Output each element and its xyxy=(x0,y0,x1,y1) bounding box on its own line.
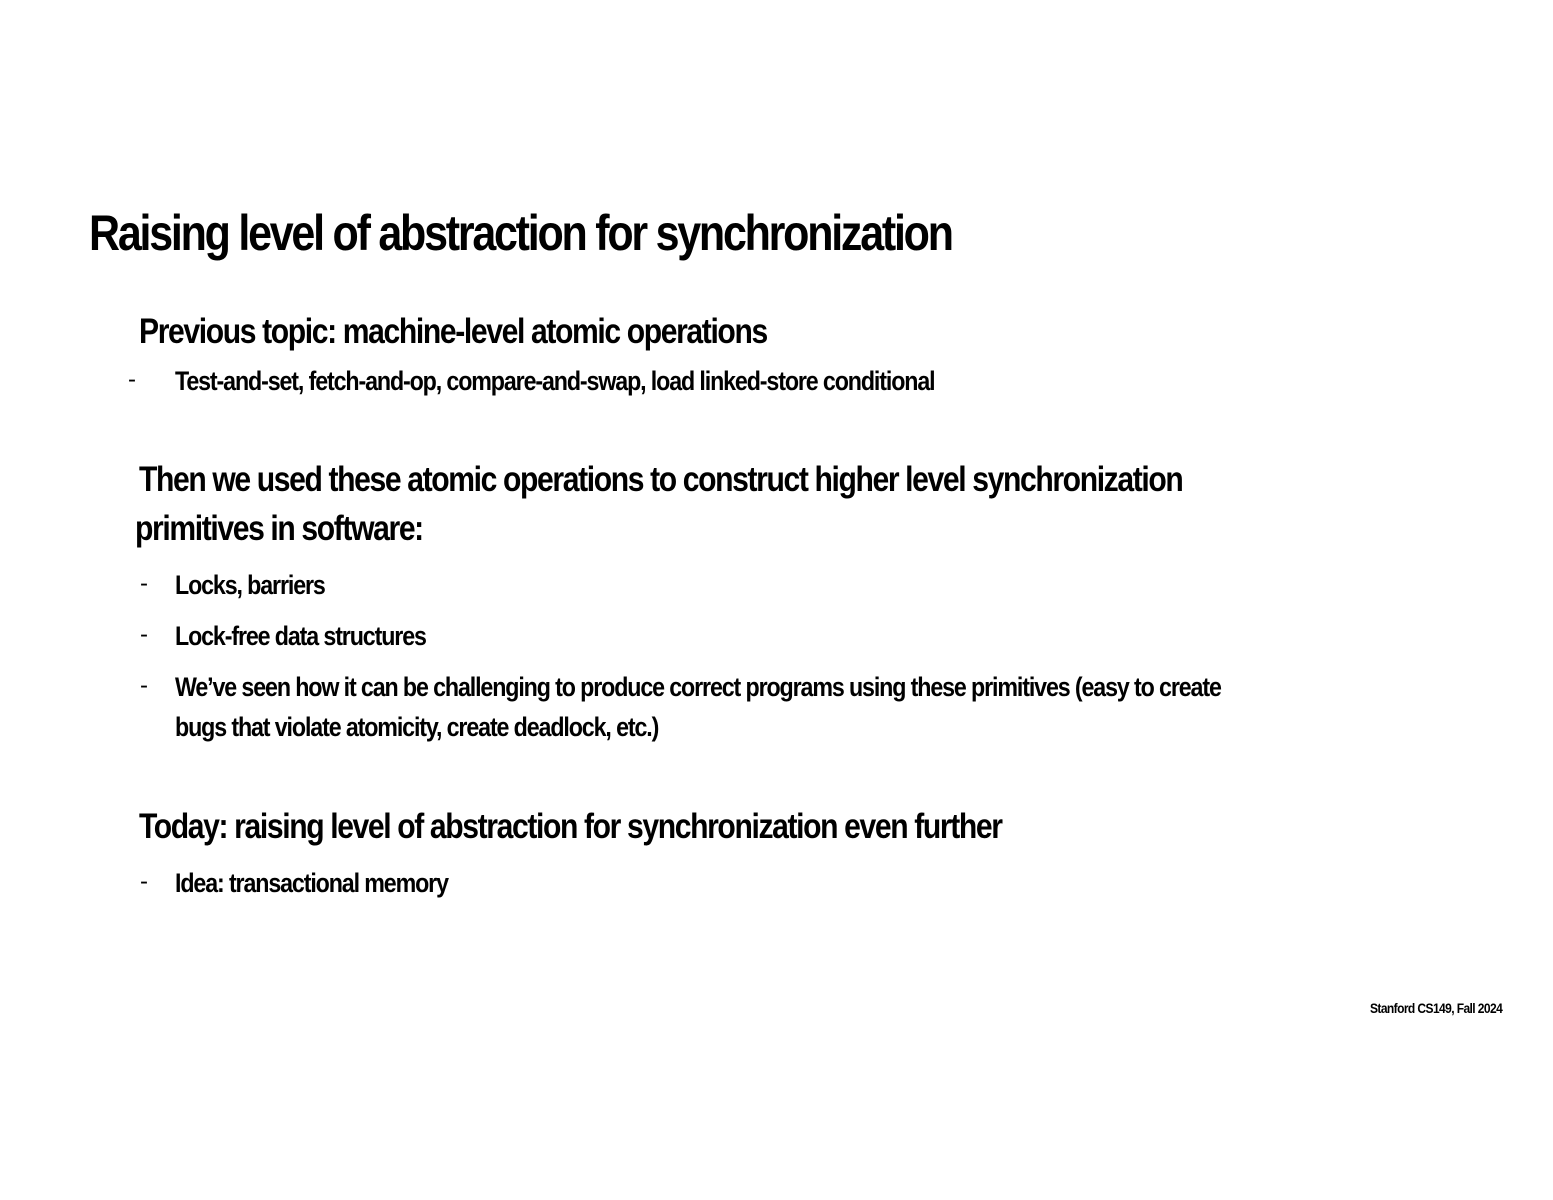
bullet-dash: - xyxy=(128,366,136,393)
footer-course-label: Stanford CS149, Fall 2024 xyxy=(1370,1000,1503,1016)
bullet-item: Lock-free data structures xyxy=(175,621,426,651)
section-heading-then-line1: Then we used these atomic operations to construct higher level synchronization xyxy=(139,460,1183,499)
section-heading-then-line2: primitives in software: xyxy=(135,509,423,548)
section-heading-today: Today: raising level of abstraction for synchronization even further xyxy=(139,807,1002,846)
section-heading-previous-topic: Previous topic: machine-level atomic operations xyxy=(139,312,767,351)
bullet-dash: - xyxy=(140,621,148,648)
bullet-item: Locks, barriers xyxy=(175,570,325,600)
bullet-item: Idea: transactional memory xyxy=(175,868,448,898)
bullet-item: Test-and-set, fetch-and-op, compare-and-swap, load linked-store conditional xyxy=(175,366,935,396)
bullet-dash: - xyxy=(140,672,148,699)
bullet-item-continuation: bugs that violate atomicity, create deadlock, etc.) xyxy=(175,712,659,742)
bullet-dash: - xyxy=(140,570,148,597)
bullet-dash: - xyxy=(140,868,148,895)
slide-title: Raising level of abstraction for synchronization xyxy=(89,205,952,261)
bullet-item: We’ve seen how it can be challenging to produce correct programs using these primitives (easy to create xyxy=(175,672,1221,702)
